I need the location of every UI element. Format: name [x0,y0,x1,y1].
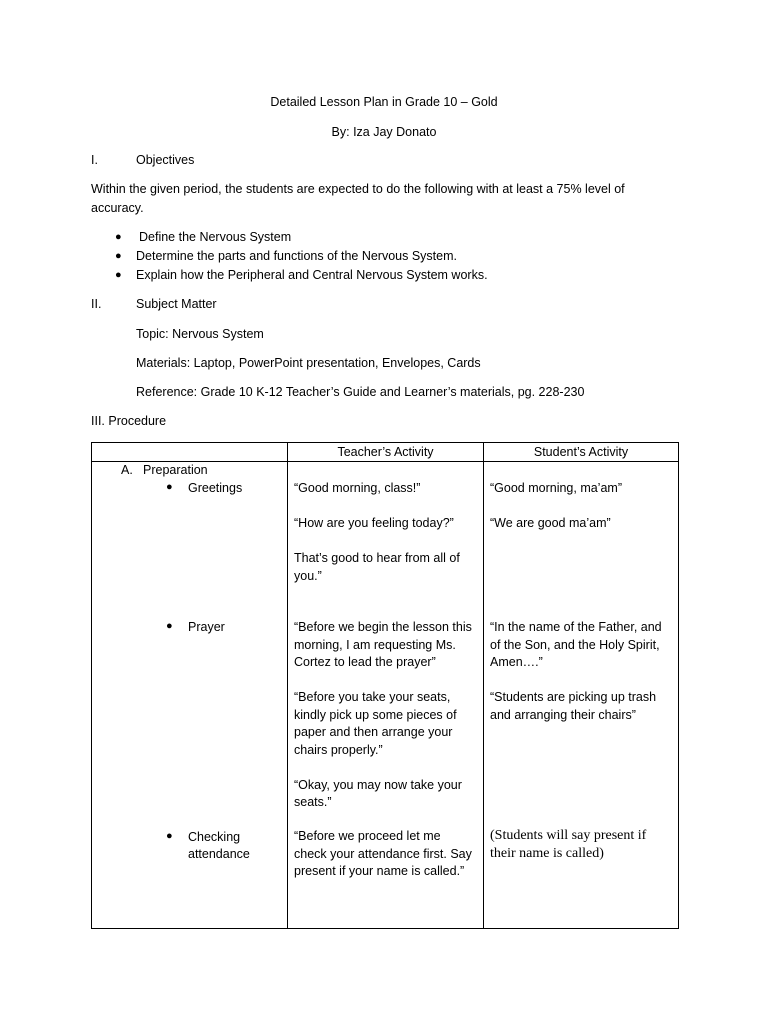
section-title: Preparation [143,463,208,477]
bullet-icon: ● [115,269,122,281]
teacher-line: present if your name is called.” [294,864,465,878]
objective-item: Explain how the Peripheral and Central Nervous System works. [136,268,488,282]
teacher-line: “Good morning, class!” [294,481,421,495]
step-attendance: attendance [188,847,250,861]
student-line: their name is called) [490,846,604,861]
teacher-activity-cell [288,462,484,929]
teacher-line: paper and then arrange your [294,725,453,739]
bullet-icon: ● [166,620,173,632]
document-title: Detailed Lesson Plan in Grade 10 – Gold [270,95,498,109]
teacher-line: check your attendance first. Say [294,847,472,861]
procedure-table-header-row [92,443,679,462]
subject-reference: Reference: Grade 10 K-12 Teacher’s Guide and Learner’s materials, pg. 228-230 [136,385,585,399]
student-line: and arranging their chairs” [490,708,636,722]
subject-topic: Topic: Nervous System [136,327,264,341]
step-cell [92,462,288,929]
procedure-table [91,442,679,929]
bullet-icon: ● [166,481,173,493]
column-header-step [92,443,288,462]
teacher-line: you.” [294,569,322,583]
student-line: “Good morning, ma’am” [490,481,622,495]
teacher-line: Cortez to lead the prayer” [294,655,436,669]
student-line: “We are good ma’am” [490,516,611,530]
teacher-line: chairs properly.” [294,743,383,757]
objectives-intro-line-1: Within the given period, the students are expected to do the following with at least a 75% level of [91,182,625,196]
objective-item: Determine the parts and functions of the Nervous System. [136,249,457,263]
objectives-heading: Objectives [136,153,195,167]
teacher-line: “How are you feeling today?” [294,516,454,530]
student-line: of the Son, and the Holy Spirit, [490,638,660,652]
bullet-icon: ● [115,231,122,243]
objective-item: Define the Nervous System [139,230,292,244]
student-activity-cell [484,462,679,929]
objectives-numeral: I. [91,153,98,167]
document-author: By: Iza Jay Donato [331,125,437,139]
student-line: Amen….” [490,655,543,669]
teacher-line: “Okay, you may now take your [294,778,462,792]
column-header-student-activity: Student’s Activity [484,443,679,462]
procedure-heading: III. Procedure [91,414,167,428]
column-header-teacher-activity: Teacher’s Activity [288,443,484,462]
student-line: “In the name of the Father, and [490,620,662,634]
subject-matter-heading: Subject Matter [136,297,217,311]
student-line: “Students are picking up trash [490,690,657,704]
teacher-line: “Before we proceed let me [294,829,441,843]
teacher-line: seats.” [294,795,332,809]
teacher-line: kindly pick up some pieces of [294,708,457,722]
step-checking: Checking [188,830,241,844]
teacher-line: morning, I am requesting Ms. [294,638,456,652]
bullet-icon: ● [166,830,173,842]
step-greetings: Greetings [188,481,243,495]
teacher-line: “Before you take your seats, [294,690,451,704]
bullet-icon: ● [115,250,122,262]
procedure-table-row [92,462,679,929]
objectives-intro-line-2: accuracy. [91,201,144,215]
section-label: A. [121,463,133,477]
step-prayer: Prayer [188,620,225,634]
subject-materials: Materials: Laptop, PowerPoint presentation, Envelopes, Cards [136,356,481,370]
subject-matter-numeral: II. [91,297,102,311]
student-line: (Students will say present if [490,828,647,843]
teacher-line: That’s good to hear from all of [294,551,460,565]
teacher-line: “Before we begin the lesson this [294,620,472,634]
